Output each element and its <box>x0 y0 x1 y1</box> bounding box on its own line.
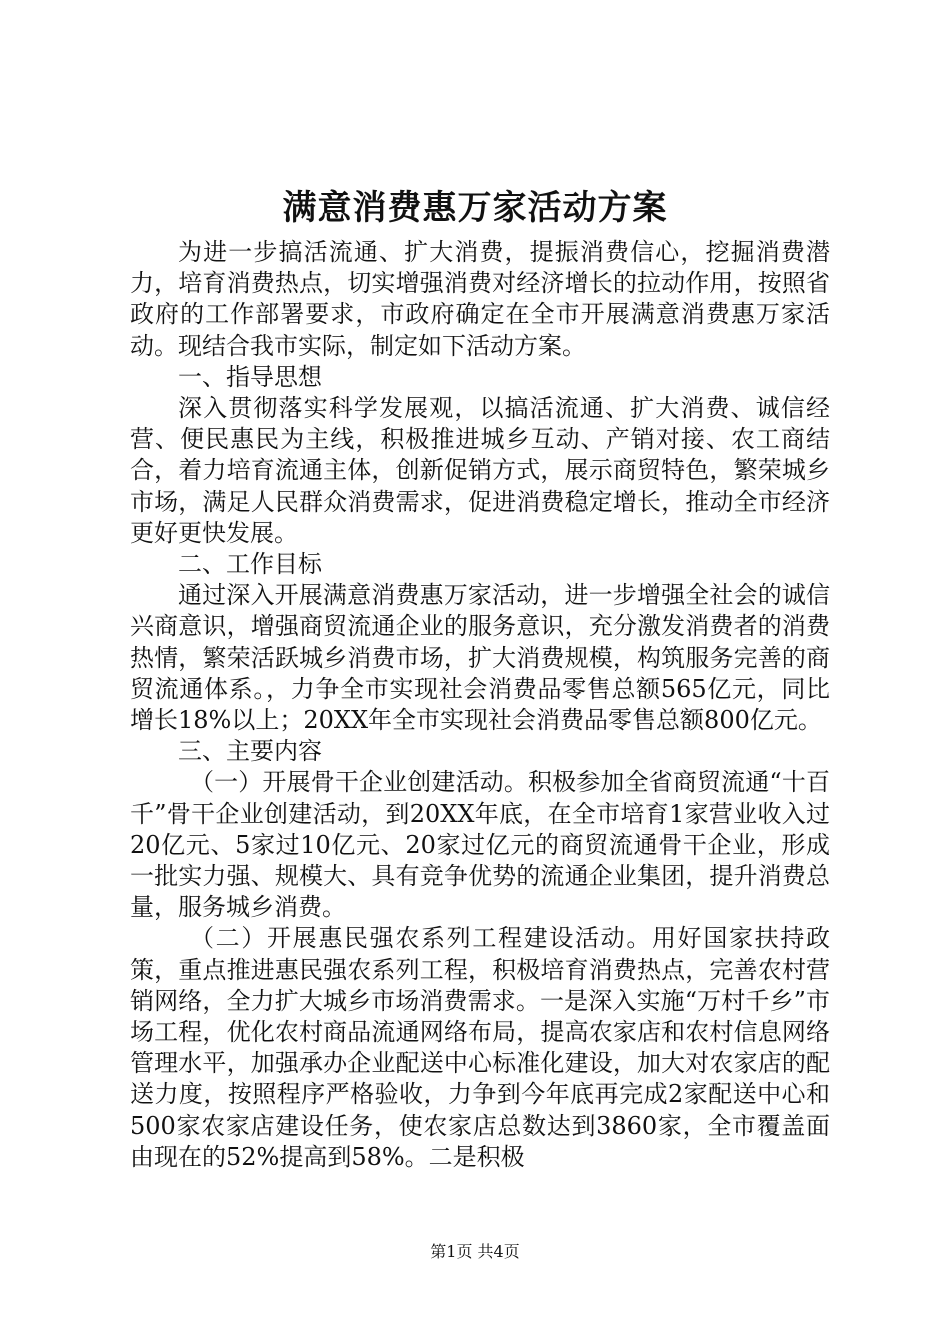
work-goals-paragraph: 通过深入开展满意消费惠万家活动，进一步增强全社会的诚信兴商意识，增强商贸流通企业的服务意识，充分激发消费者的消费热情，繁荣活跃城乡消费市场，扩大消费规模，构筑服务完善的商贸流通体系。，力争全市实现社会消费品零售总额565亿元，同比增长18%以上；20XX年全市实现社会消费品零售总额800亿元。 <box>130 581 830 735</box>
section-heading-work-goals: 二、工作目标 <box>178 550 322 579</box>
section-heading-guiding-ideology: 一、指导思想 <box>178 362 322 391</box>
document-title: 满意消费惠万家活动方案 <box>282 188 668 228</box>
page-footer: 第1页 共4页 <box>430 1242 520 1261</box>
intro-paragraph: 为进一步搞活流通、扩大消费，提振消费信心，挖掘消费潜力，培育消费热点，切实增强消费对经济增长的拉动作用，按照省政府的工作部署要求，市政府确定在全市开展满意消费惠万家活动。现结合我市实际，制定如下活动方案。 <box>130 238 830 360</box>
main-content-item-1: （一）开展骨干企业创建活动。积极参加全省商贸流通“十百千”骨干企业创建活动，到20XX年底，在全市培育1家营业收入过20亿元、5家过10亿元、20家过亿元的商贸流通骨干企业，形成一批实力强、规模大、具有竞争优势的流通企业集团，提升消费总量，服务城乡消费。 <box>130 768 830 922</box>
document-body <box>130 237 830 1173</box>
main-content-item-2: （二）开展惠民强农系列工程建设活动。用好国家扶持政策，重点推进惠民强农系列工程，积极培育消费热点，完善农村营销网络，全力扩大城乡市场消费需求。一是深入实施“万村千乡”市场工程，优化农村商品流通网络布局，提高农家店和农村信息网络管理水平，加强承办企业配送中心标准化建设，加大对农家店的配送力度，按照程序严格验收，力争到今年底再完成2家配送中心和500家农家店建设任务，使农家店总数达到3860家，全市覆盖面由现在的52%提高到58%。二是积极 <box>130 924 830 1171</box>
section-heading-main-content: 三、主要内容 <box>178 737 322 766</box>
guiding-ideology-paragraph: 深入贯彻落实科学发展观，以搞活流通、扩大消费、诚信经营、便民惠民为主线，积极推进城乡互动、产销对接、农工商结合，着力培育流通主体，创新促销方式，展示商贸特色，繁荣城乡市场，满足人民群众消费需求，促进消费稳定增长，推动全市经济更好更快发展。 <box>130 394 830 547</box>
